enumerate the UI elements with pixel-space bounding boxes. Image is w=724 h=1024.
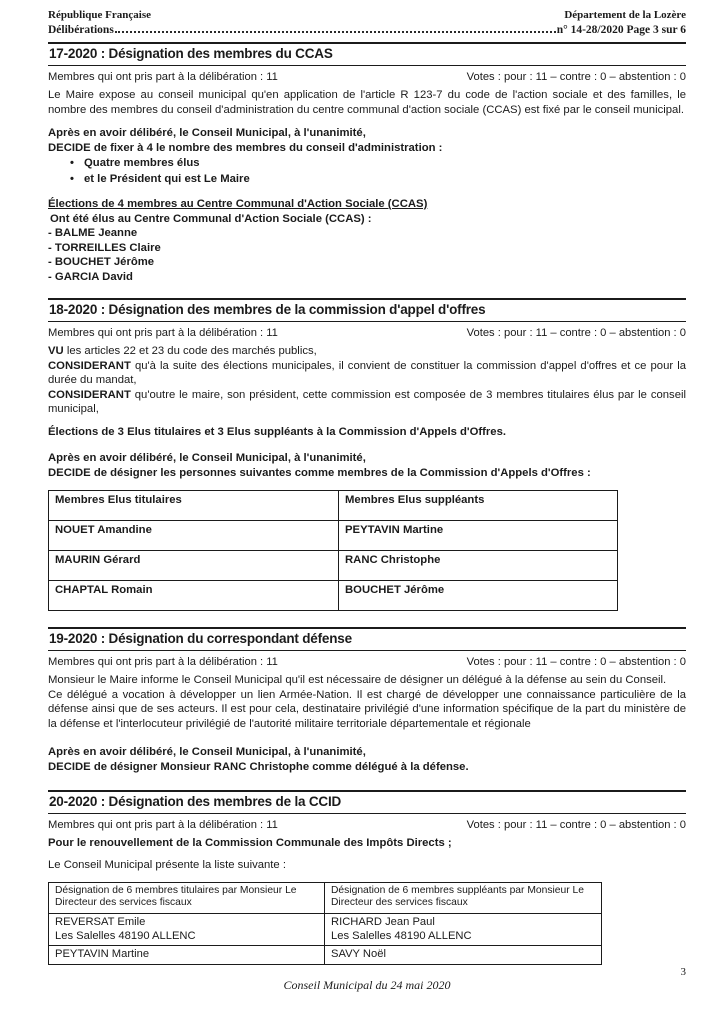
table-row [49, 551, 618, 581]
section-17-2020 [48, 42, 686, 284]
doc-label: Délibérations [48, 24, 114, 36]
renewal-heading: Pour le renouvellement de la Commission Communale des Impôts Directs ; [48, 837, 452, 849]
cell-line: SAVY Noël [331, 948, 386, 960]
dotted-leader [115, 31, 556, 33]
column-header: Membres Elus titulaires [49, 491, 339, 521]
votes-summary: Votes : pour : 11 – contre : 0 – abstention : 0 [466, 656, 686, 668]
deliberation-meta [48, 656, 686, 669]
doc-reference: n° 14-28/2020 Page 3 sur 6 [556, 24, 686, 36]
votes-summary: Votes : pour : 11 – contre : 0 – abstention : 0 [466, 327, 686, 339]
list-item: - GARCIA David [48, 270, 133, 283]
table-cell: BOUCHET Jérôme [339, 581, 618, 611]
members-count: Membres qui ont pris part à la délibération : 11 [48, 71, 278, 83]
paragraph: Le Maire expose au conseil municipal qu'en application de l'article R 123-7 du code de l'action sociale et des familles, le nombre des membres du conseil d'administration du centre communal d'action sociale (CCAS) est fixé par le conseil municipal. [48, 89, 686, 116]
section-title: 17-2020 : Désignation des membres du CCAS [48, 42, 686, 66]
table-row [49, 581, 618, 611]
considerant-label: CONSIDERANT [48, 388, 131, 401]
paragraph [48, 359, 686, 388]
paragraph [48, 344, 686, 359]
table-cell [49, 946, 325, 965]
column-header: Désignation de 6 membres suppléants par Monsieur Le Directeur des services fiscaux [325, 883, 602, 914]
table-cell [325, 914, 602, 946]
considerant-text: qu'outre le maire, son président, cette commission est composée de 3 membres titulaires élus par le conseil municipal, [48, 388, 686, 415]
table-cell: RANC Christophe [339, 551, 618, 581]
section-title: 18-2020 : Désignation des membres de la commission d'appel d'offres [48, 298, 686, 322]
list-item: - BOUCHET Jérôme [48, 256, 155, 268]
elections-heading: Élections de 4 membres au Centre Communal d'Action Sociale (CCAS) [48, 198, 428, 210]
list-intro: Le Conseil Municipal présente la liste suivante : [48, 858, 286, 871]
section-title: 19-2020 : Désignation du correspondant défense [48, 627, 686, 651]
paragraph: Monsieur le Maire informe le Conseil Municipal qu'il est nécessaire de désigner un délégué à la défense au sein du Conseil. [48, 674, 667, 686]
deliberation-line: Après en avoir délibéré, le Conseil Municipal, à l'unanimité, [48, 746, 366, 758]
table-cell [49, 914, 325, 946]
cell-line: REVERSAT Emile [55, 916, 146, 928]
decide-line: DECIDE de fixer à 4 le nombre des membres du conseil d'administration : [48, 141, 443, 154]
vu-text: les articles 22 et 23 du code des marchés publics, [63, 345, 317, 357]
paragraph: Ce délégué a vocation à développer un lien Armée-Nation. Il est chargé de développer une connaissance particulière de la défense ainsi que de ses acteurs. Il est pour cela, destinataire privilégié d'une information spécifique de la part du ministère de la défense et l'interlocuteur privilégié de l'autorité militaire territoriale départementale et régionale [48, 688, 686, 730]
cell-line: Les Salelles 48190 ALLENC [55, 929, 196, 942]
list-item [48, 172, 686, 188]
decide-line: DECIDE de désigner les personnes suivantes comme membres de la Commission d'Appels d'Offres : [48, 466, 591, 479]
header-left: République Française [48, 9, 151, 21]
header-right: Département de la Lozère [564, 9, 686, 21]
elections-heading: Élections de 3 Elus titulaires et 3 Elus suppléants à la Commission d'Appels d'Offres. [48, 425, 506, 438]
deliberation-meta [48, 327, 686, 340]
cell-line: RICHARD Jean Paul [331, 916, 435, 928]
deliberation-line: Après en avoir délibéré, le Conseil Municipal, à l'unanimité, [48, 127, 366, 139]
table-row [49, 914, 602, 946]
header-reference-row [48, 21, 686, 36]
list-item: - TORREILLES Claire [48, 241, 161, 254]
cell-line: PEYTAVIN Martine [55, 948, 150, 960]
table-row [49, 521, 618, 551]
list-item [48, 156, 686, 172]
vu-label: VU [48, 345, 64, 357]
decide-line: DECIDE de désigner Monsieur RANC Christophe comme délégué à la défense. [48, 760, 469, 773]
table-cell: MAURIN Gérard [49, 551, 339, 581]
table-row [49, 946, 602, 965]
bullet-icon: • [70, 157, 74, 169]
members-count: Membres qui ont pris part à la délibération : 11 [48, 656, 278, 668]
considerant-text: qu'à la suite des élections municipales, il convient de constituer la commission d'appel d'offres et ce pour la durée du mandat, [48, 359, 686, 386]
section-19-2020 [48, 627, 686, 774]
members-bullet-list [48, 156, 686, 187]
bullet-item-label: et le Président qui est Le Maire [84, 172, 250, 185]
elected-intro: Ont été élus au Centre Communal d'Action Sociale (CCAS) : [50, 212, 372, 225]
deliberation-line: Après en avoir délibéré, le Conseil Municipal, à l'unanimité, [48, 452, 366, 464]
deliberation-meta [48, 71, 686, 84]
page-footer: Conseil Municipal du 24 mai 2020 [283, 977, 451, 992]
table-header-row [49, 491, 618, 521]
votes-summary: Votes : pour : 11 – contre : 0 – abstention : 0 [466, 819, 686, 831]
section-20-2020 [48, 790, 686, 965]
members-count: Membres qui ont pris part à la délibération : 11 [48, 327, 278, 339]
table-header-row [49, 883, 602, 914]
running-header [48, 8, 686, 21]
cell-line: Les Salelles 48190 ALLENC [331, 929, 472, 942]
table-cell: PEYTAVIN Martine [339, 521, 618, 551]
ccid-members-table [48, 882, 602, 965]
considerant-label: CONSIDERANT [48, 359, 131, 372]
section-18-2020 [48, 298, 686, 611]
bullet-item-label: Quatre membres élus [84, 157, 200, 169]
table-cell: NOUET Amandine [49, 521, 339, 551]
page-number: 3 [680, 965, 686, 978]
members-count: Membres qui ont pris part à la délibération : 11 [48, 819, 278, 831]
paragraph [48, 388, 686, 417]
table-cell: CHAPTAL Romain [49, 581, 339, 611]
votes-summary: Votes : pour : 11 – contre : 0 – abstention : 0 [466, 71, 686, 83]
column-header: Membres Elus suppléants [339, 491, 618, 521]
list-item: - BALME Jeanne [48, 227, 138, 239]
table-cell [325, 946, 602, 965]
deliberation-meta [48, 819, 686, 832]
bullet-icon: • [70, 172, 74, 185]
elected-list [48, 226, 686, 284]
commission-members-table [48, 490, 618, 611]
section-title: 20-2020 : Désignation des membres de la CCID [48, 790, 686, 814]
column-header: Désignation de 6 membres titulaires par Monsieur Le Directeur des services fiscaux [49, 883, 325, 914]
